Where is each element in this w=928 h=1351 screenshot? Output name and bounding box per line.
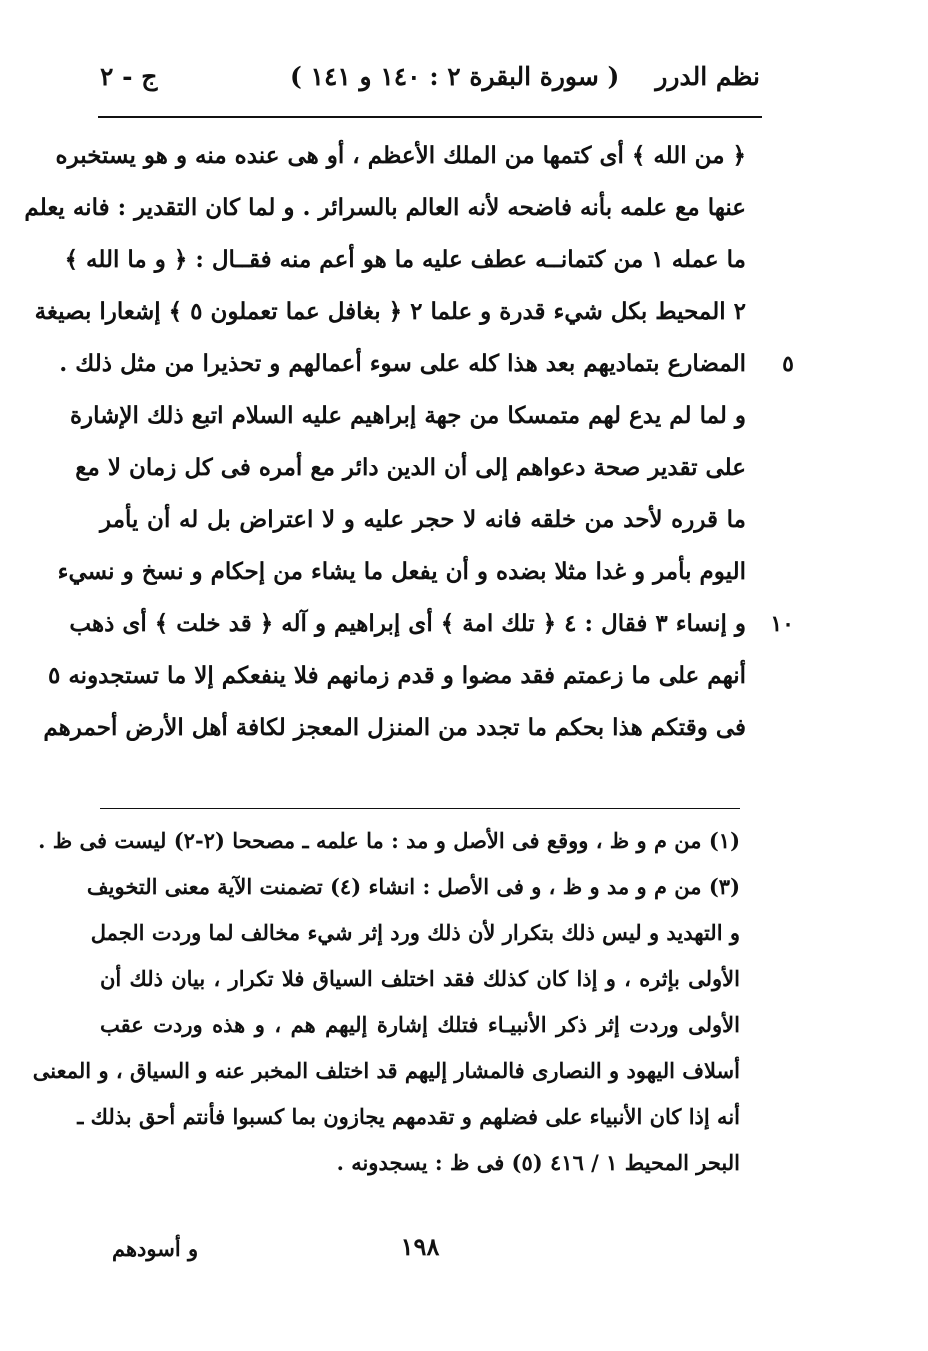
line-number: ١٠ <box>770 611 794 637</box>
footnote-line: الأولى بإثره ، و إذا كان كذلك فقد اختلف السياق فلا تكرار ، بيان ذلك أن <box>100 966 740 991</box>
text-line <box>70 390 746 442</box>
footnote-line: أنه إذا كان الأنبياء على فضلهم و تقدمهم يجازون بما كسبوا فأنتم أحق بذلك ـ <box>77 1104 740 1129</box>
text-line <box>100 494 746 546</box>
line-text: و لما لم يدع لهم متمسكا من جهة إبراهيم عليه السلام اتبع ذلك الإشارة <box>70 402 746 429</box>
text-line <box>75 442 746 494</box>
line-number: ٥ <box>782 351 794 377</box>
line-text: المضارع بتماديهم بعد هذا كله على سوء أعمالهم و تحذيرا من مثل ذلك . <box>59 350 746 377</box>
footnote-line: (٣) من م و مد و ظ ، و فى الأصل : انشاء (٤) تضمنت الآية معنى التخويف <box>86 874 740 899</box>
line-text: أنهم على ما زعمتم فقد مضوا و قدم زمانهم فلا ينفعكم إلا ما تستجدونه ٥ <box>47 662 746 689</box>
footnote-line: الأولى وردت إثر ذكر الأنبيـاء فتلك إشارة إليهم هم ، و هذه وردت عقب <box>100 1012 740 1037</box>
line-text: فى وقتكم هذا بحكم ما تجدد من المنزل المعجز لكافة أهل الأرض أحمرهم <box>43 714 746 741</box>
header-rule <box>98 116 762 118</box>
footnote-line: و التهديد و ليس ذلك بتكرار لأن ذلك ورد إثر شيء مخالف لما وردت الجمل <box>90 920 740 945</box>
footnote-line: (١) من م و ظ ، ووقع فى الأصل و مد : ما علمه ـ مصححا (٢-٢) ليست فى ظ . <box>38 828 740 853</box>
line-text: ٢ المحيط بكل شيء قدرة و علما ٢ ﴿ بغافل عما تعملون ٥ ﴾ إشعارا بصيغة <box>34 298 746 325</box>
text-line <box>59 338 794 390</box>
surah-reference: ( سورة البقرة ٢ : ١٤٠ و ١٤١ ) <box>290 62 620 91</box>
line-text: ﴿ من الله ﴾ أى كتمها من الملك الأعظم ، أو هى عنده منه و هو يستخبره <box>55 142 746 169</box>
page-number: ١٩٨ <box>400 1232 440 1261</box>
line-text: و إنساء ٣ فقال : ٤ ﴿ تلك امة ﴾ أى إبراهيم و آله ﴿ قد خلت ﴾ أى ذهب <box>69 610 746 637</box>
line-text: ما عمله ١ من كتمانــه عطف عليه ما هو أعم منه فقــال : ﴿ و ما الله ﴾ <box>64 246 746 273</box>
line-text: عنها مع علمه بأنه فاضحه لأنه العالم بالسرائر . و لما كان التقدير : فانه يعلم <box>24 194 746 221</box>
footnotes <box>32 818 740 1186</box>
line-text: ما قرره لأحد من خلقه فانه لا حجر عليه و لا اعتراض بل له أن يأمر <box>100 506 746 533</box>
volume-number: ج - ٢ <box>100 62 158 91</box>
text-line <box>55 130 746 182</box>
footnote-line: البحر المحيط ١ / ٤١٦ (٥) فى ظ : يسجدونه . <box>336 1150 740 1175</box>
text-line <box>43 702 746 754</box>
footnote-rule <box>100 808 740 809</box>
text-line <box>64 234 746 286</box>
book-title: نظم الدرر <box>655 62 760 91</box>
line-text: على تقدير صحة دعواهم إلى أن الدين دائر مع أمره فى كل زمان لا مع <box>75 454 746 481</box>
running-header <box>100 62 760 102</box>
catchword: و أسودهم <box>112 1236 199 1261</box>
line-text: اليوم بأمر و غدا مثلا بضده و أن يفعل ما يشاء من إحكام و نسخ و نسيء <box>57 558 746 585</box>
text-line <box>34 286 746 338</box>
text-line <box>47 650 746 702</box>
text-line <box>57 546 746 598</box>
main-text <box>24 130 794 754</box>
text-line <box>69 598 794 650</box>
footnote-line: أسلاف اليهود و النصارى فالمشار إليهم قد اختلف المخبر عنه و السياق ، و المعنى <box>32 1058 740 1083</box>
text-line <box>24 182 746 234</box>
